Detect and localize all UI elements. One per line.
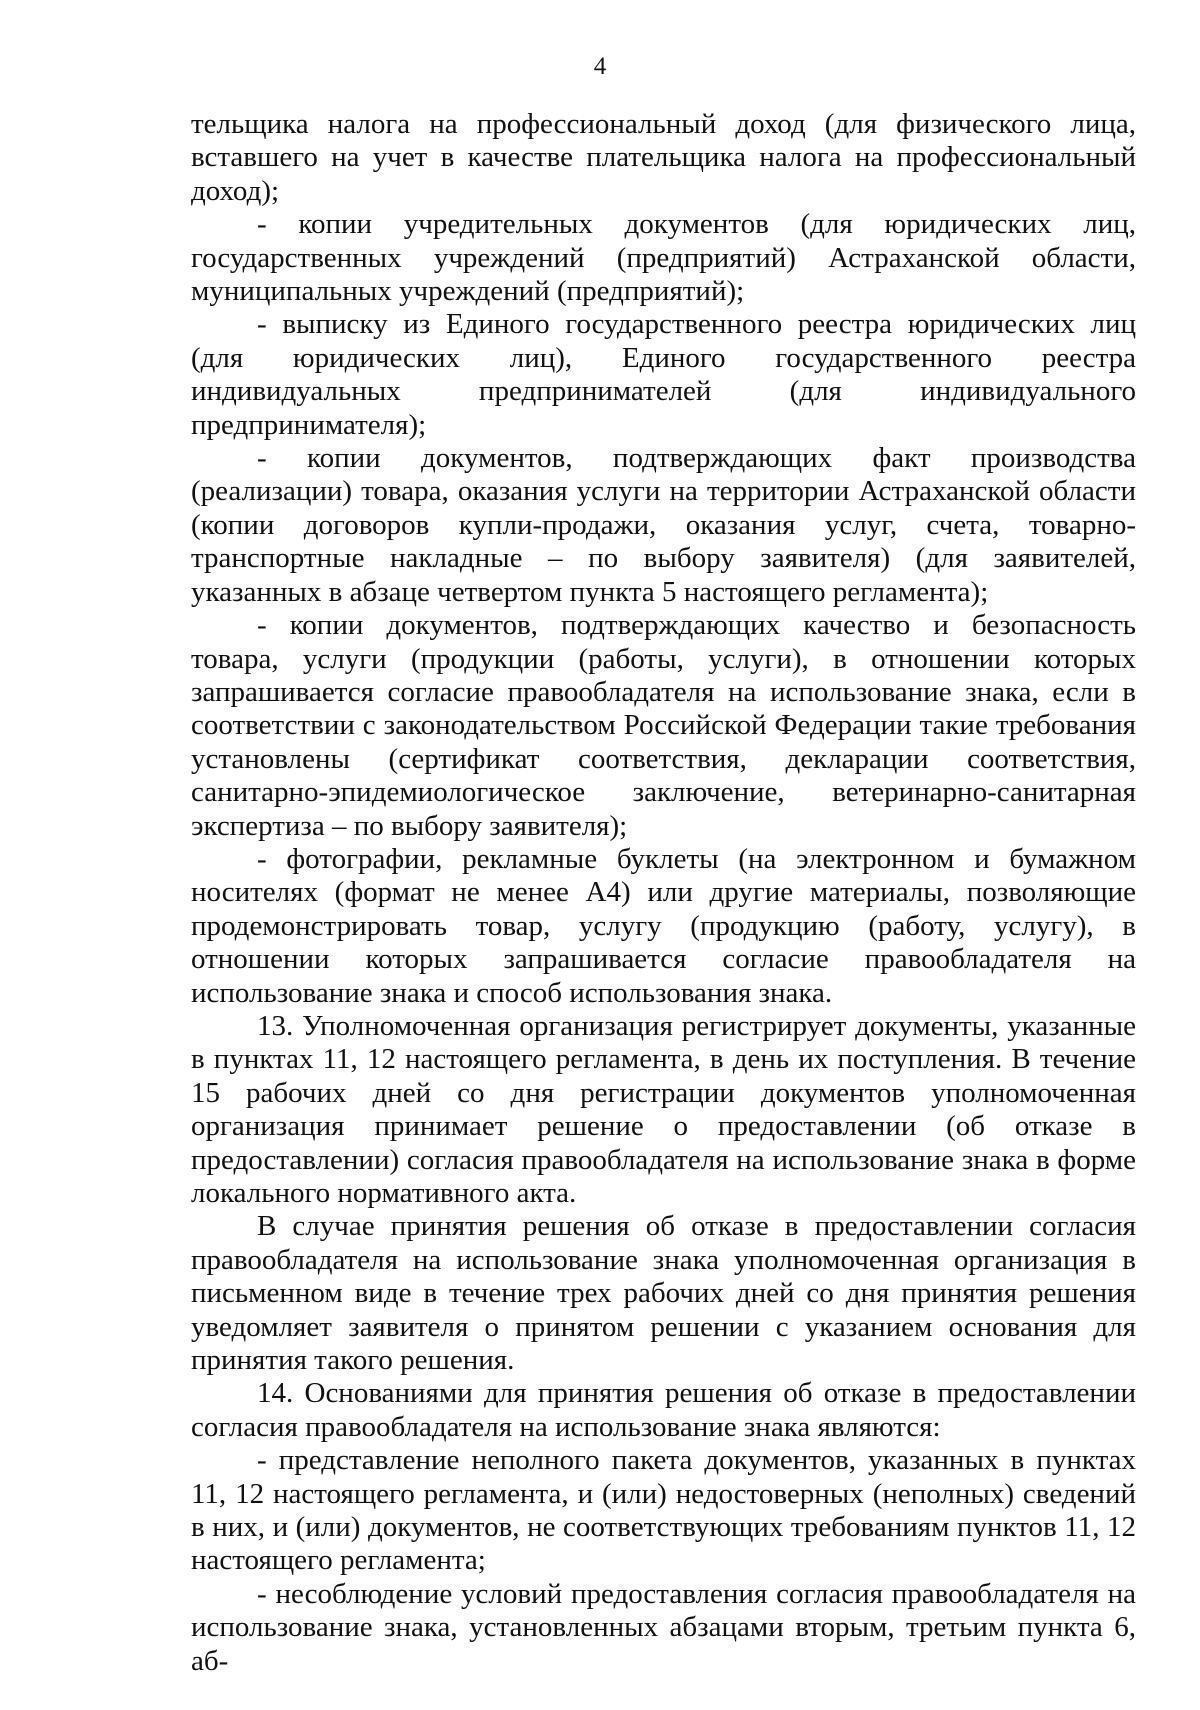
paragraph-item-14: 14. Основаниями для принятия решения об отказе в предоставлении согласия правообладателя на использование знака являются:	[191, 1377, 1136, 1443]
paragraph-incomplete-package: - представление неполного пакета документов, указанных в пунктах 11, 12 настоящего регламента, и (или) недостоверных (неполных) сведений в них, и (или) документов, не соответствующих требованиям пунктов 11, 12 настоящего регламента;	[191, 1444, 1136, 1577]
paragraph-refusal-notice: В случае принятия решения об отказе в предоставлении согласия правообладателя на использование знака уполномоченная организация в письменном виде в течение трех рабочих дней со дня принятия решения уведомляет заявителя о принятом решении с указанием основания для принятия такого решения.	[191, 1210, 1136, 1377]
document-body	[191, 108, 1136, 1678]
paragraph-quality-documents: - копии документов, подтверждающих качество и безопасность товара, услуги (продукции (работы, услуги), в отношении которых запрашивается согласие правообладателя на использование знака, если в соответствии с законодательством Российской Федерации такие требования установлены (сертификат соответствия, декларации соответствия, санитарно-эпидемиологическое заключение, ветеринарно-санитарная экспертиза – по выбору заявителя);	[191, 609, 1136, 842]
paragraph-noncompliance: - несоблюдение условий предоставления согласия правообладателя на использование знака, установленных абзацами вторым, третьим пункта 6, аб-	[191, 1577, 1136, 1677]
page-number: 4	[593, 53, 607, 80]
paragraph-founding-documents: - копии учредительных документов (для юридических лиц, государственных учреждений (предприятий) Астраханской области, муниципальных учреждений (предприятий);	[191, 208, 1136, 308]
paragraph-production-documents: - копии документов, подтверждающих факт производства (реализации) товара, оказания услуги на территории Астраханской области (копии договоров купли-продажи, оказания услуг, счета, товарно-транспортные накладные – по выбору заявителя) (для заявителей, указанных в абзаце четвертом пункта 5 настоящего регламента);	[191, 442, 1136, 608]
paragraph-item-13: 13. Уполномоченная организация регистрирует документы, указанные в пунктах 11, 12 настоящего регламента, в день их поступления. В течение 15 рабочих дней со дня регистрации документов уполномоченная организация принимает решение о предоставлении (об отказе в предоставлении) согласия правообладателя на использование знака в форме локального нормативного акта.	[191, 1009, 1136, 1209]
paragraph-registry-extract: - выписку из Единого государственного реестра юридических лиц (для юридических лиц), Единого государственного реестра индивидуальных предпринимателей (для индивидуального предпринимателя);	[191, 308, 1136, 441]
paragraph-photographs: - фотографии, рекламные буклеты (на электронном и бумажном носителях (формат не менее А4) или другие материалы, позволяющие продемонстрировать товар, услугу (продукцию (работу, услугу), в отношении которых запрашивается согласие правообладателя на использование знака и способ использования знака.	[191, 842, 1136, 1009]
paragraph-continuation: тельщика налога на профессиональный доход (для физического лица, вставшего на учет в качестве плательщика налога на профессиональный доход);	[191, 108, 1136, 207]
